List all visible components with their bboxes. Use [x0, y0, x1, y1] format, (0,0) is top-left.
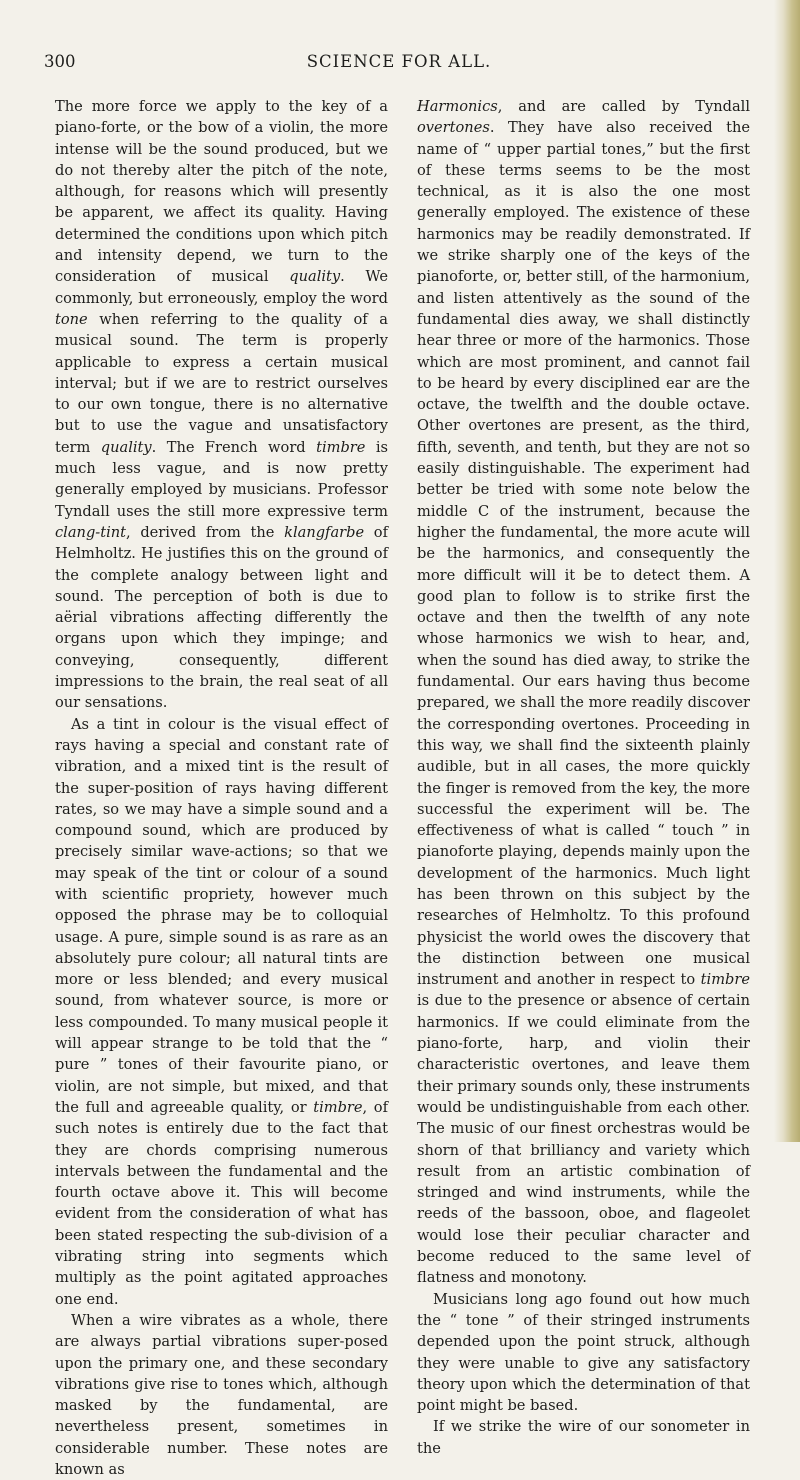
paragraph	[417, 1289, 750, 1417]
text-run: When a wire vibrates as a whole, there are always partial vibrations super-posed upon the primary one, and these secondary vibrations give rise to tones which, although masked by the fundamental, are nevertheless present, sometimes in considerable number. These notes are known as	[55, 1311, 388, 1478]
page-number: 300	[44, 52, 76, 71]
italic-term: klangfarbe	[284, 523, 365, 541]
italic-term: Harmonics	[417, 98, 498, 115]
right-column	[417, 96, 750, 1459]
paragraph	[55, 96, 388, 714]
italic-term: timbre	[700, 971, 750, 989]
paragraph	[55, 1310, 388, 1480]
page-header	[44, 52, 754, 78]
italic-term: tone	[55, 310, 88, 328]
paragraph	[417, 1416, 750, 1459]
text-run: As a tint in colour is the visual effect of rays having a special and constant rate of vibration, and a mixed tint is the result of the super-position of rays having different rates, so we may have a simple sound and a compound sound, which are produced by precisely similar wave-actions; so that we may speak of the tint or colour of a sound with scientific propriety, however much opposed the phrase may be to colloquial usage. A pure, simple sound is as rare as an absolutely pure colour; all natural tints are more or less blended; and every musical sound, from whatever source, is more or less compounded. To many musical people it will appear strange to be told that the “ pure ” tones of their favourite piano, or violin, are not simple, but mixed, and that the full and agreeable quality, or	[55, 715, 388, 1116]
paragraph	[55, 714, 388, 1310]
text-run: , of such notes is entirely due to the fact that they are chords comprising numerous intervals between the fundamental and the fourth octave above it. This will become evident from the consideration of what has been stated respecting the sub-division of a vibrating string into segments which multiply as the point agitated approaches one end.	[55, 1098, 388, 1308]
italic-term: timbre	[313, 1098, 363, 1116]
text-run: is much less vague, and is now pretty generally employed by musicians. Professor Tyndall uses the still more expressive term	[55, 438, 388, 520]
text-run: Musicians long ago found out how much the “ tone ” of their stringed instruments depended upon the point struck, although they were unable to give any satisfactory theory upon which the determination of that point might be based.	[417, 1290, 750, 1415]
text-run: The more force we apply to the key of a piano-forte, or the bow of a violin, the more intense will be the sound produced, but we do not thereby alter the pitch of the note, although, for reasons which will presently be apparent, we affect its quality. Having determined the conditions upon which pitch and intensity depend, we turn to the consideration of musical	[55, 98, 388, 286]
page-edge-shadow	[774, 0, 800, 1142]
text-run: If we strike the wire of our sonometer in the	[417, 1418, 750, 1457]
text-run: , derived from the	[126, 523, 285, 541]
italic-term: timbre	[316, 438, 366, 456]
text-run: when referring to the quality of a musical sound. The term is properly applicable to express a certain musical interval; but if we are to restrict ourselves to our own tongue, there is no alternative but to use the vague and unsatisfactory term	[55, 310, 388, 456]
text-run: , and are called by Tyndall	[497, 98, 750, 115]
text-run: of Helmholtz. He justifies this on the ground of the complete analogy between light and sound. The perception of both is due to aërial vibrations affecting differently the organs upon which they impinge; and conveying, consequently, different impressions to the brain, the real seat of all our sensations.	[55, 523, 388, 712]
text-columns	[55, 96, 750, 1478]
italic-term: clang-tint	[55, 523, 127, 541]
paragraph	[417, 96, 750, 1289]
text-run: . The French word	[151, 438, 317, 456]
text-run: is due to the presence or absence of certain harmonics. If we could eliminate from the piano-forte, harp, and violin their characteristic overtones, and leave them their primary sounds only, these instruments would be undistinguishable from each other. The music of our finest orchestras would be shorn of that brilliancy and variety which result from an artistic combination of stringed and wind instruments, while the reeds of the bassoon, oboe, and flageolet would lose their peculiar character and become reduced to the same level of flatness and monotony.	[417, 992, 750, 1287]
italic-term: overtones	[417, 119, 490, 137]
italic-term: quality	[100, 438, 152, 456]
left-column	[55, 96, 388, 1480]
running-head: SCIENCE FOR ALL.	[306, 52, 492, 71]
text-run: . We commonly, but erroneously, employ the word	[55, 268, 388, 307]
italic-term: quality	[289, 268, 341, 286]
text-run: . They have also received the name of “ upper partial tones,” but the first of these terms seems to be the most technical, as it is also the one most generally employed. The existence of these harmonics may be readily demonstrated. If we strike sharply one of the keys of the pianoforte, or, better still, of the harmonium, and listen attentively as the sound of the fundamental dies away, we shall distinctly hear three or more of the harmonics. Those which are most prominent, and cannot fail to be heard by every disciplined ear are the octave, the twelfth and the double octave. Other overtones are present, as the third, fifth, seventh, and tenth, but they are not so easily distinguishable. The experiment had better be tried with some note below the middle C of the instrument, because the higher the fundamental, the more acute will be the harmonics, and consequently the more difficult will it be to detect them. A good plan to follow is to strike first the octave and then the twelfth of any note whose harmonics we wish to hear, and, when the sound has died away, to strike the fundamental. Our ears having thus become prepared, we shall the more readily discover the corresponding overtones. Proceeding in this way, we shall find the sixteenth plainly audible, but in all cases, the more quickly the finger is removed from the key, the more successful the experiment will be. The effectiveness of what is called “ touch ” in pianoforte playing, depends mainly upon the development of the harmonics. Much light has been thrown on this subject by the researches of Helmholtz. To this profound physicist the world owes the discovery that the distinction between one musical instrument and another in respect to	[417, 119, 750, 989]
